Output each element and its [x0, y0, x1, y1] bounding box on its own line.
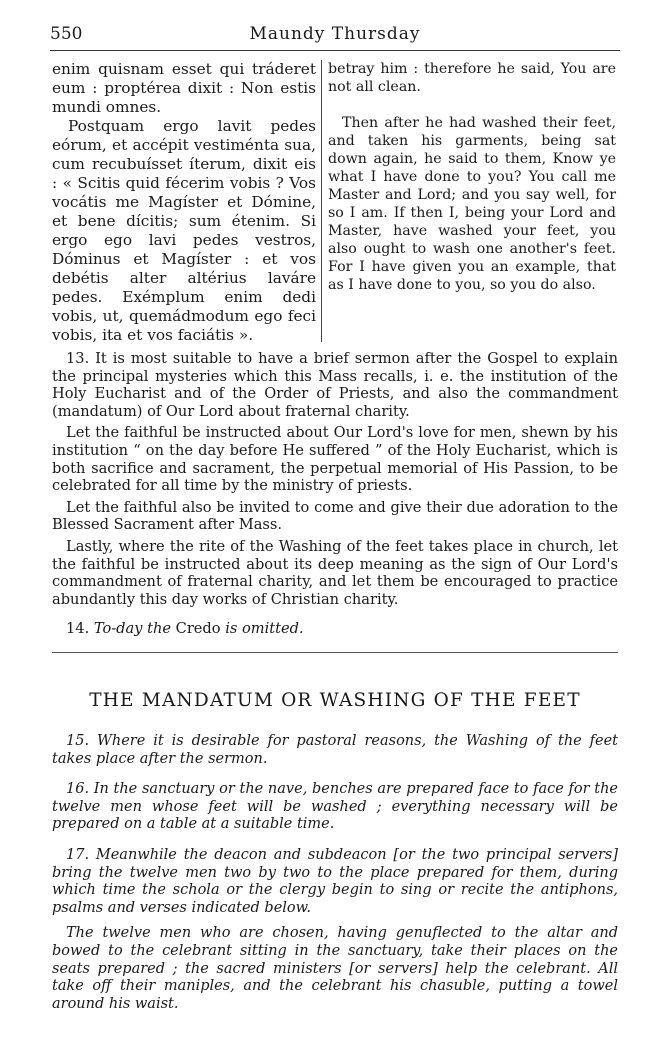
note-14-text-end: is omitted. — [225, 620, 304, 638]
note-13: 13. It is most suitable to have a brief sermon after the Gospel to explain the principal mysteries which this Mass recalls, i. e. the institution of the Holy Eucharist and of the Order of Priests, and also the commandment (mandatum) of Our Lord about fraternal charity. — [52, 350, 618, 420]
mandatum-rubrics — [52, 733, 618, 1026]
note-14 — [52, 620, 618, 638]
section-separator — [52, 652, 618, 653]
english-paragraph: Then after he had washed their feet, and taken his garments, being sat down again, he said to them, Know ye what I have done to you? You call me Master and Lord; and you say well, for so I am. If then I, being your Lord and Master, have washed your feet, you also ought to wash one another's feet. For I have given you an example, that as I have done to you, so you do also. — [328, 115, 616, 293]
rubric-notes — [52, 350, 618, 642]
column-divider — [321, 60, 322, 342]
note-paragraph: Let the faithful also be invited to come and give their due adoration to the Blessed Sacrament after Mass. — [52, 498, 618, 534]
page-number: 550 — [50, 24, 83, 44]
latin-paragraph: Postquam ergo lavit pedes eórum, et accépit vestiménta sua, cum recubuísset íterum, dixit eis : « Scitis quid fécerim vobis ? Vos vocátis me Magíster et Dómine, et bene dícitis; sum étenim. Si ergo ego lavi pedes vestros, Dóminus et Magíster : et vos debétis alter altérius laváre pedes. Exémplum enim dedi vobis, ut, quemádmodum ego feci vobis, ita et vos faciátis ». — [52, 117, 316, 344]
note-paragraph: Lastly, where the rite of the Washing of the feet takes place in church, let the faithful be instructed about its deep meaning as the sign of Our Lord's commandment of fraternal charity, and let them be encouraged to practice abundantly this day works of Christian charity. — [52, 537, 618, 608]
page-header — [50, 24, 620, 48]
english-column — [328, 60, 616, 294]
latin-column — [52, 60, 316, 345]
section-title: THE MANDATUM OR WASHING OF THE FEET — [89, 690, 581, 711]
rubric-15: 15. Where it is desirable for pastoral reasons, the Washing of the feet takes place after the sermon. — [52, 733, 618, 767]
note-paragraph: Let the faithful be instructed about Our Lord's love for men, shewn by his institution “ on the day before He suffered ” of the Holy Eucharist, which is both sacrifice and sacrament, the perpetual memorial of His Passion, to be celebrated for all time by the ministry of priests. — [52, 424, 618, 495]
rubric-17: 17. Meanwhile the deacon and subdeacon [or the two principal servers] bring the twelve men two by two to the place prepared for them, during which time the schola or the clergy begin to sing or recite the antiphons, psalms and verses indicated below. — [52, 846, 618, 916]
english-paragraph: betray him : therefore he said, You are not all clean. — [328, 61, 616, 95]
running-title: Maundy Thursday — [249, 24, 421, 44]
note-14-text: To-day the — [93, 620, 172, 638]
header-rule — [50, 50, 620, 51]
latin-paragraph: enim quisnam esset qui tráderet eum : proptérea dixit : Non estis mundi omnes. — [52, 60, 316, 116]
rubric-paragraph: The twelve men who are chosen, having genuflected to the altar and bowed to the celebrant sitting in the sanctuary, take their places on the seats prepared ; the sacred ministers [or servers] help the celebrant. All take off their maniples, and the celebrant his chasuble, putting a towel around his waist. — [52, 925, 618, 1012]
note-14-number: 14. — [66, 620, 90, 638]
note-14-credo: Credo — [175, 620, 221, 638]
rubric-16: 16. In the sanctuary or the nave, benches are prepared face to face for the twelve men whose feet will be washed ; everything necessary will be prepared on a table at a suitable time. — [52, 781, 618, 833]
